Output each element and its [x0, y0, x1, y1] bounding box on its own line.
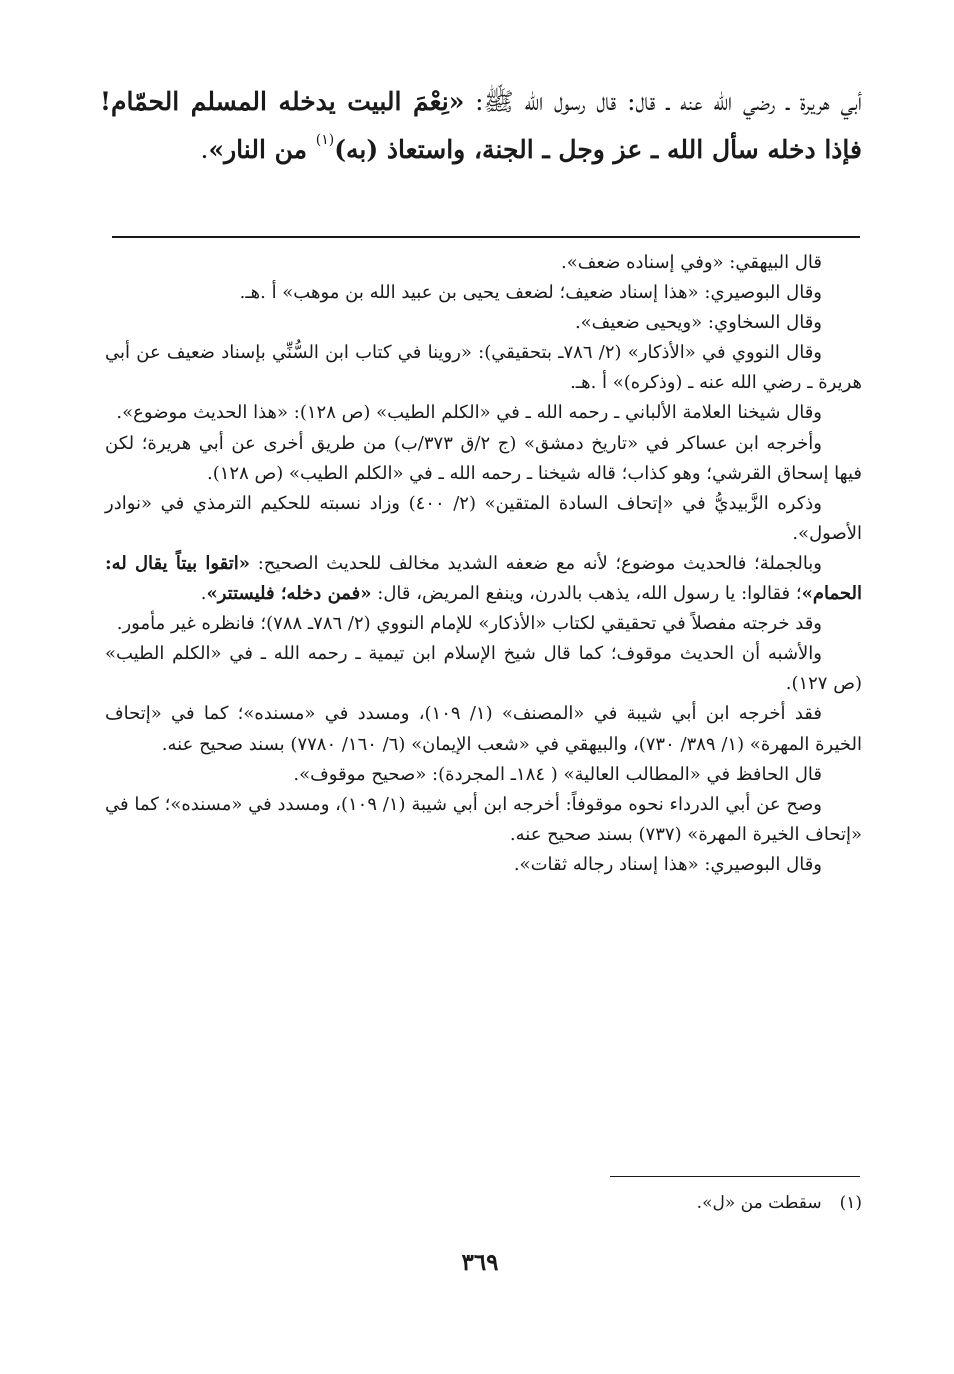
hadith-text-a: «نِعْمَ البيت يدخله المسلم الحمّام! فإذا دخله سأل الله ـ عز وجل ـ الجنة، واستعاذ (به)	[100, 87, 862, 164]
footnote	[400, 1190, 862, 1216]
footnote-divider	[610, 1176, 860, 1177]
main-text	[100, 78, 862, 174]
note-paragraph: وقد خرجته مفصلاً في تحقيقي لكتاب «الأذكار» للإمام النووي (٢/ ٧٨٦ـ ٧٨٨)؛ فانظره غير مأمور.	[116, 613, 822, 635]
note-paragraph: وقال السخاوي: «ويحيى ضعيف».	[574, 312, 822, 334]
note-paragraph: قال الحافظ في «المطالب العالية» ( ١٨٤ـ المجردة): «صحيح موقوف».	[293, 763, 822, 785]
note-paragraph: وقال شيخنا العلامة الألباني ـ رحمه الله ـ في «الكلم الطيب» (ص ١٢٨): «هذا الحديث موضوع».	[116, 402, 822, 424]
main-end: .	[200, 135, 209, 164]
note-paragraph-jumla	[105, 549, 862, 609]
jumla-before: وبالجملة؛ فالحديث موضوع؛ لأنه مع ضعفه الشديد مخالف للحديث الصحيح:	[250, 552, 823, 574]
note-paragraph: والأشبه أن الحديث موقوف؛ كما قال شيخ الإسلام ابن تيمية ـ رحمه الله ـ في «الكلم الطيب» (ص ١٢٧).	[105, 643, 862, 695]
jumla-end: .	[200, 583, 207, 605]
main-divider	[112, 236, 860, 238]
note-paragraph: فقد أخرجه ابن أبي شيبة في «المصنف» (١/ ١٠٩)، ومسدد في «مسنده»؛ كما في «إتحاف الخيرة المهرة» (١/ ٣٨٩/ ٧٣٠)، والبيهقي في «شعب الإيمان» (٦/ ١٦٠/ ٧٧٨٠) بسند صحيح عنه.	[105, 703, 862, 755]
footnote-text: سقطت من «ل».	[696, 1193, 822, 1213]
footnote-ref: (١)	[315, 132, 335, 148]
note-paragraph: وقال النووي في «الأذكار» (٢/ ٧٨٦ـ بتحقيقي): «روينا في كتاب ابن السُّنِّي بإسناد ضعيف عن أبي هريرة ـ رضي الله عنه ـ (وذكره)» أ .هـ.	[105, 342, 862, 394]
jumla-bold-hadith-1: «اتقوا بيتاً يقال له: الحمام»	[105, 552, 862, 605]
note-paragraph: وقال البوصيري: «هذا إسناد رجاله ثقات».	[513, 853, 822, 875]
main-intro: أبي هريرة ـ رضي الله عنه ـ قال: قال رسول الله ﷺ:	[464, 87, 862, 116]
note-paragraph: قال البيهقي: «وفي إسناده ضعف».	[561, 252, 822, 273]
hadith-text-b: من النار»	[208, 135, 316, 164]
notes-section	[105, 248, 862, 880]
note-paragraph: وقال البوصيري: «هذا إسناد ضعيف؛ لضعف يحيى بن عبيد الله بن موهب» أ .هـ.	[239, 282, 822, 304]
note-paragraph: وذكره الزَّبيديُّ في «إتحاف السادة المتقين» (٢/ ٤٠٠) وزاد نسبته للحكيم الترمذي في «نوادر الأصول».	[105, 492, 862, 544]
footnote-number: (١)	[839, 1193, 862, 1213]
jumla-middle: ؛ فقالوا: يا رسول الله، يذهب بالدرن، وينفع المريض، قال:	[371, 583, 802, 605]
page-number: ٣٦٩	[461, 1249, 499, 1276]
note-paragraph: وأخرجه ابن عساكر في «تاريخ دمشق» (ج ٢/ق ٣٧٣/ب) من طريق أخرى عن أبي هريرة؛ لكن فيها إسحاق القرشي؛ وهو كذاب؛ قاله شيخنا ـ رحمه الله ـ في «الكلم الطيب» (ص ١٢٨).	[105, 432, 862, 484]
jumla-bold-hadith-2: «فمن دخله؛ فليستتر»	[206, 583, 372, 605]
note-paragraph: وصح عن أبي الدرداء نحوه موقوفاً: أخرجه ابن أبي شيبة (١/ ١٠٩)، ومسدد في «مسنده»؛ كما في «إتحاف الخيرة المهرة» (٧٣٧) بسند صحيح عنه.	[105, 793, 862, 845]
